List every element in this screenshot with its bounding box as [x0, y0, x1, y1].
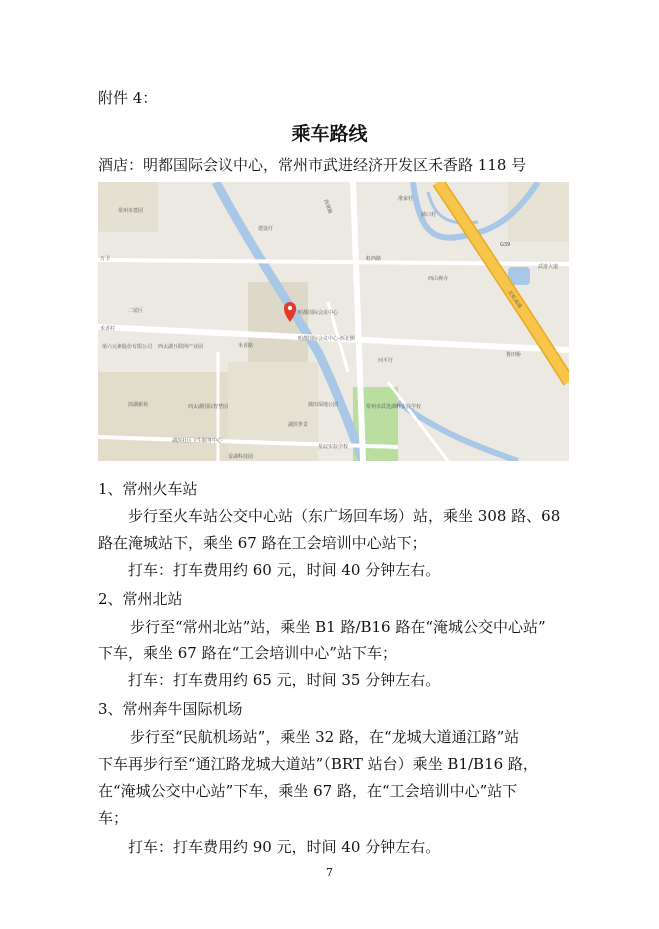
map-label-temple: 西山禅寺 [428, 276, 449, 282]
page-number: 7 [326, 866, 333, 879]
map-label-school2: 星辰实验学校 [318, 444, 349, 450]
map-label-lake: 建设圩 [258, 226, 274, 232]
taxi-info: 打车：打车费用约 60 元，时间 40 分钟左右。 [128, 561, 441, 579]
taxi-info: 打车：打车费用约 90 元，时间 40 分钟左右。 [128, 838, 441, 856]
map-label-village5: 河平圩 [378, 358, 394, 364]
route-map [98, 182, 569, 461]
map-label-road-b: 虹西路 [366, 256, 382, 262]
route-line: 车； [98, 809, 129, 827]
map-label-park: 蒲田湿地公园 [308, 402, 339, 408]
route-line: 步行至“民航机场站”，乘坐 32 路，在“龙城大道通江路”站 [130, 728, 520, 746]
map-label-bridge: 鲁田桥 [506, 352, 522, 358]
attachment-label: 附件 4： [98, 89, 158, 107]
section-heading: 1、常州火车站 [98, 480, 198, 498]
map-label-area5: 湖滨世景 [288, 422, 309, 428]
route-line: 步行至火车站公交中心站（东广场回车场）站，乘坐 308 路、68 [128, 507, 561, 525]
map-label-area4: 西太湖国际智慧园 [188, 404, 229, 410]
map-label-road-a: 西景路 [322, 198, 333, 215]
map-label-area3: 滨湖新苑 [128, 402, 149, 408]
page-title: 乘车路线 [291, 123, 368, 145]
map-label-highway: 长虹高速 [506, 289, 523, 310]
route-line: 下车，乘坐 67 路在“工会培训中心”站下车； [98, 644, 397, 662]
map-label-village2: 蒲口村 [421, 212, 437, 218]
map-label-area2: 万卫 [100, 256, 111, 262]
map-label-area1: 常州市蔷园 [118, 208, 144, 214]
map-label-road-c: 武进大道 [538, 264, 559, 270]
map-label-road-d: 禾香路 [238, 343, 254, 349]
hotel-address: 酒店：明都国际会议中心，常州市武进经济开发区禾香路 118 号 [98, 156, 527, 174]
map-label-school: 常州市武进湖畔实验学校 [366, 404, 422, 410]
map-label-hotel: 明都国际会议中心 [298, 310, 339, 316]
map-label-hotel-sub: 明都国际会议中心-西北侧 [298, 336, 355, 342]
map-label-village3: 禾香村 [100, 326, 116, 332]
section-heading: 3、常州奔牛国际机场 [98, 700, 243, 718]
map-label-hwy: G39 [500, 242, 511, 248]
route-line: 下车再步行至“通江路龙城大道站”（BRT 站台）乘坐 B1/B16 路， [98, 755, 538, 773]
route-line: 路在淹城站下，乘坐 67 路在工会培训中心站下； [98, 534, 427, 552]
map-label-village4: 二留区 [128, 308, 144, 314]
section-heading: 2、常州北站 [98, 590, 183, 608]
map-label-clinic: 湖滨社区卫生服务中心 [172, 438, 223, 444]
map-label-company2: 西太湖互联网产业园 [158, 344, 204, 350]
map-label-company1: 第六元素股份有限公司 [102, 344, 153, 350]
taxi-info: 打车：打车费用约 65 元，时间 35 分钟左右。 [128, 671, 441, 689]
route-line: 在“淹城公交中心站”下车，乘坐 67 路，在“工会培训中心”站下 [98, 782, 518, 800]
route-line: 步行至“常州北站”站，乘坐 B1 路/B16 路在“淹城公交中心站” [130, 618, 546, 636]
map-label-village1: 淮家村 [398, 196, 414, 202]
map-label-road-e: 雷湖科技园 [228, 454, 254, 460]
